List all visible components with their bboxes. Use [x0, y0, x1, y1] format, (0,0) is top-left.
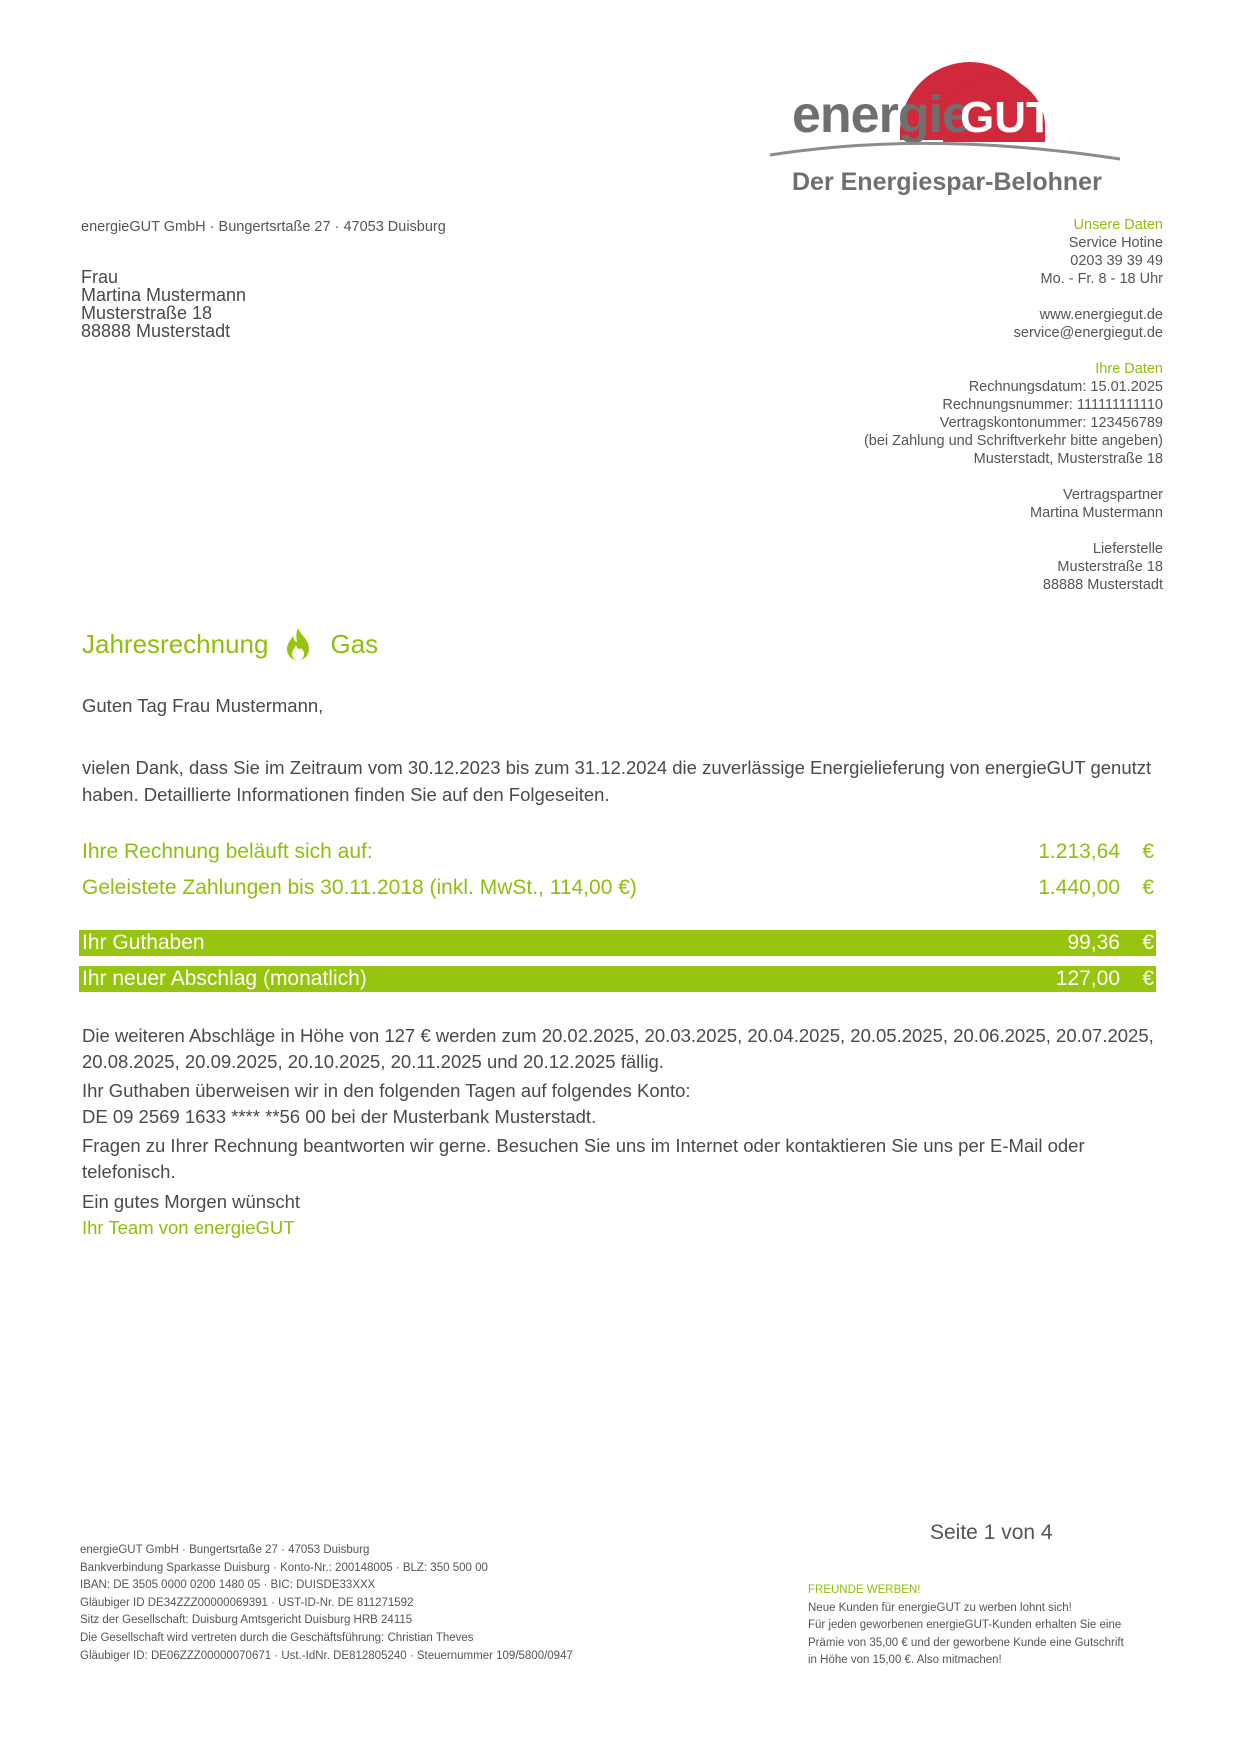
info-column [703, 216, 1163, 594]
contract-account-number: Vertragskontonummer: 123456789 [939, 415, 1163, 431]
body-text [82, 1023, 1162, 1188]
recipient-street: Musterstraße 18 [81, 303, 213, 323]
invoice-date: Rechnungsdatum: 15.01.2025 [968, 379, 1163, 395]
closing-line-2: Ihr Team von energieGUT [82, 1217, 295, 1238]
credit-amount: 99,36 [1067, 931, 1120, 954]
service-phone: 0203 39 39 49 [1070, 253, 1163, 269]
closing-line-1: Ein gutes Morgen wünscht [82, 1191, 301, 1212]
your-data-heading: Ihre Daten [1095, 361, 1163, 377]
currency-symbol: € [1142, 876, 1154, 899]
credit-bar [79, 930, 1156, 956]
contract-partner-name: Martina Mustermann [1030, 505, 1163, 521]
footer-company-info [80, 1542, 573, 1665]
currency-symbol: € [1142, 931, 1154, 954]
questions-paragraph: Fragen zu Ihrer Rechnung beantworten wir gerne. Besuchen Sie uns im Internet oder kontaktieren Sie uns per E-Mail oder telefonisch. [82, 1135, 1085, 1182]
footer-referral [808, 1582, 1168, 1670]
sender-address-line: energieGUT GmbH · Bungertsrtaße 27 · 47053 Duisburg [81, 219, 446, 235]
currency-symbol: € [1142, 967, 1154, 990]
footer-line: Gläubiger ID DE34ZZZ00000069391 · UST-ID-Nr. DE 811271592 [80, 1596, 414, 1609]
service-hours: Mo. - Fr. 8 - 18 Uhr [1040, 271, 1163, 287]
recipient-city: 88888 Musterstadt [81, 321, 231, 341]
service-label: Service Hotine [1068, 235, 1163, 251]
payments-label: Geleistete Zahlungen bis 30.11.2018 (inkl. MwSt., 114,00 €) [82, 876, 637, 899]
title-left: Jahresrechnung [82, 629, 269, 659]
referral-line: Für jeden geworbenen energieGUT-Kunden erhalten Sie eine [808, 1619, 1122, 1632]
closing [82, 1189, 300, 1241]
currency-symbol: € [1142, 840, 1154, 863]
footer-line: IBAN: DE 3505 0000 0200 1480 05 · BIC: DUISDE33XXX [80, 1579, 376, 1592]
title-right: Gas [330, 629, 379, 659]
logo-word-right: GUT [960, 93, 1053, 142]
invoice-total-label: Ihre Rechnung beläuft sich auf: [82, 840, 373, 863]
footer-line: energieGUT GmbH · Bungertsrtaße 27 · 47053 Duisburg [80, 1544, 370, 1556]
referral-heading: FREUNDE WERBEN! [808, 1584, 921, 1596]
refund-line-1: Ihr Guthaben überweisen wir in den folgenden Tagen auf folgendes Konto: [82, 1080, 691, 1101]
installment-amount: 127,00 [1055, 967, 1120, 990]
installment-bar [79, 966, 1156, 992]
installments-paragraph: Die weiteren Abschläge in Höhe von 127 € werden zum 20.02.2025, 20.03.2025, 20.04.2025, 20.05.2025, 20.06.2025, 20.07.2025, 20.08.2025, 20.09.2025, 20.10.2025, 20.11.2025 und 20.12.2025 fällig. [82, 1025, 1154, 1072]
refund-account-line: DE 09 2569 1633 **** **56 00 bei der Musterbank Musterstadt. [82, 1106, 597, 1127]
invoice-total-row [82, 840, 1154, 864]
page-number: Seite 1 von 4 [930, 1521, 1053, 1544]
document-title [82, 627, 378, 661]
flame-icon [284, 627, 312, 661]
invoice-number: Rechnungsnummer: 111111111110 [942, 397, 1163, 413]
invoice-total-amount: 1.213,64 [1038, 840, 1120, 863]
payments-row [82, 876, 1154, 900]
footer-line: Bankverbindung Sparkasse Duisburg · Konto-Nr.: 200148005 · BLZ: 350 500 00 [80, 1561, 488, 1574]
greeting: Guten Tag Frau Mustermann, [82, 695, 324, 716]
website-link[interactable]: www.energiegut.de [1039, 307, 1163, 323]
referral-line: in Höhe von 15,00 €. Also mitmachen! [808, 1654, 1002, 1667]
referral-line: Prämie von 35,00 € und der geworbene Kunde eine Gutschrift [808, 1636, 1124, 1649]
footer-line: Sitz der Gesellschaft: Duisburg Amtsgericht Duisburg HRB 24115 [80, 1614, 413, 1627]
logo-word-left: energie [792, 86, 970, 144]
delivery-point-label: Lieferstelle [1092, 541, 1163, 557]
payment-note: (bei Zahlung und Schriftverkehr bitte angeben) [863, 433, 1163, 449]
contract-address: Musterstadt, Musterstraße 18 [973, 451, 1163, 467]
footer-line: Die Gesellschaft wird vertreten durch die Geschäftsführung: Christian Theves [80, 1631, 474, 1644]
energiegut-logo [760, 62, 1160, 212]
credit-label: Ihr Guthaben [82, 931, 205, 954]
our-data-heading: Unsere Daten [1073, 217, 1163, 233]
recipient-salutation: Frau [81, 267, 119, 287]
contract-partner-label: Vertragspartner [1063, 487, 1163, 503]
logo-tagline: Der Energiespar-Belohner [792, 168, 1102, 196]
referral-line: Neue Kunden für energieGUT zu werben lohnt sich! [808, 1601, 1072, 1614]
installment-label: Ihr neuer Abschlag (monatlich) [82, 967, 367, 990]
payments-amount: 1.440,00 [1038, 876, 1120, 899]
delivery-city: 88888 Musterstadt [1042, 577, 1163, 593]
footer-line: Gläubiger ID: DE06ZZZ00000070671 · Ust.-IdNr. DE812805240 · Steuernummer 109/5800/0947 [80, 1649, 573, 1662]
recipient-name: Martina Mustermann [81, 285, 247, 305]
recipient-address [81, 268, 246, 340]
delivery-street: Musterstraße 18 [1057, 559, 1163, 575]
email-link[interactable]: service@energiegut.de [1013, 325, 1163, 341]
intro-paragraph: vielen Dank, dass Sie im Zeitraum vom 30.12.2023 bis zum 31.12.2024 die zuverlässige Energielieferung von energieGUT genutzt haben. Detaillierte Informationen finden Sie auf den Folgeseiten. [82, 757, 1152, 805]
